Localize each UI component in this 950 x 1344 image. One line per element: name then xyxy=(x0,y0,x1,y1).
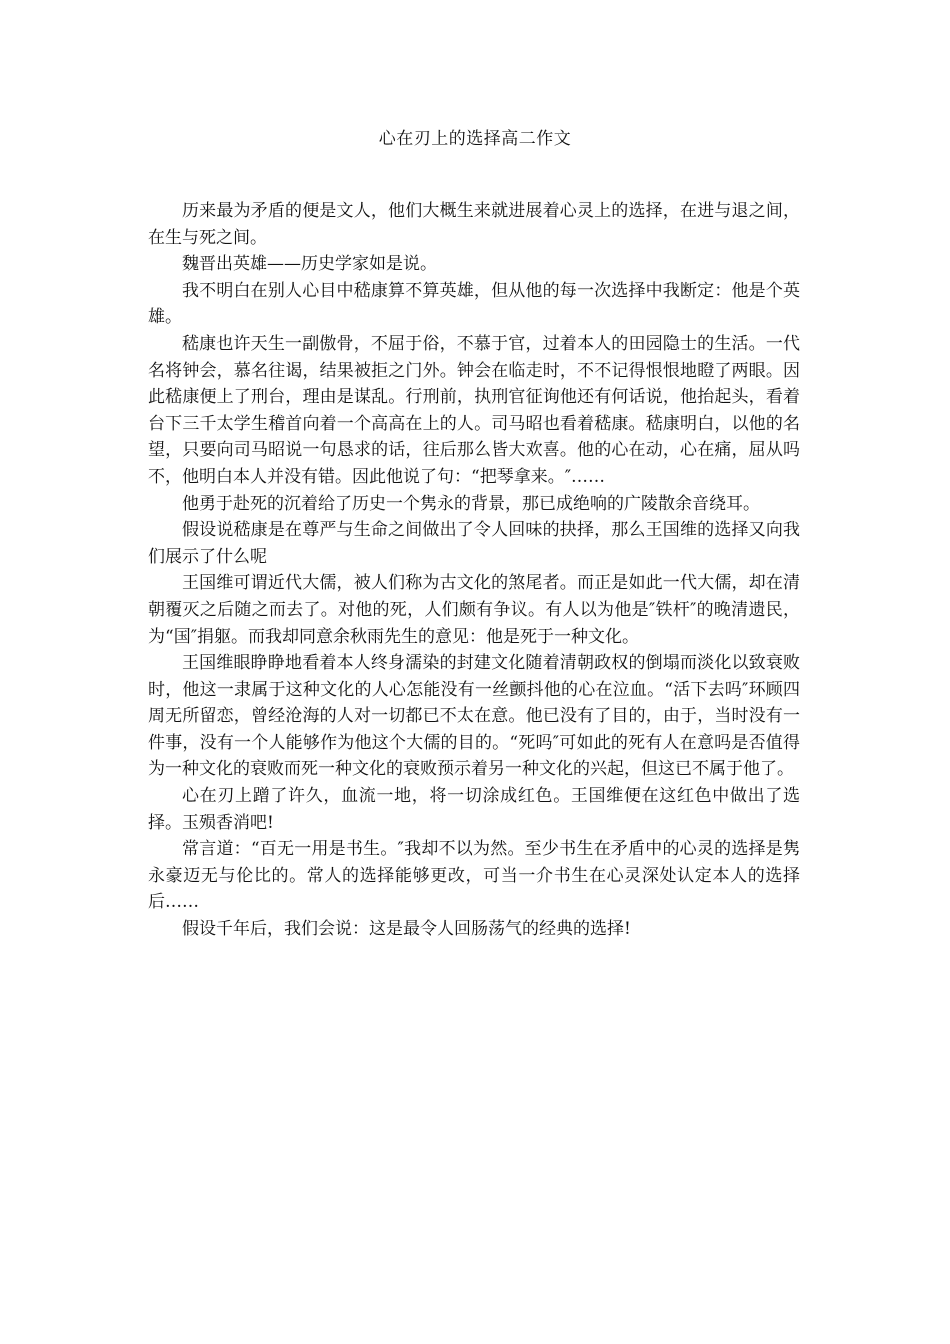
paragraph-4: 嵇康也许天生一副傲骨，不屈于俗，不慕于官，过着本人的田园隐士的生活。一代名将钟会，慕名往谒，结果被拒之门外。钟会在临走时，不不记得恨恨地瞪了两眼。因此嵇康便上了刑台，理由是谋乱。行刑前，执刑官征询他还有何话说，他抬起头，看着台下三千太学生稽首向着一个高高在上的人。司马昭也看着嵇康。嵇康明白，以他的名望，只要向司马昭说一句恳求的话，往后那么皆大欢喜。他的心在动，心在痛，屈从吗不，他明白本人并没有错。因此他说了句：“把琴拿来。″…… xyxy=(148,333,800,487)
paragraph-3: 我不明白在别人心目中嵇康算不算英雄，但从他的每一次选择中我断定：他是个英雄。 xyxy=(148,280,800,328)
document-title: 心在刃上的选择高二作文 xyxy=(378,129,572,149)
paragraph-2: 魏晋出英雄——历史学家如是说。 xyxy=(182,254,437,275)
paragraph-7: 王国维可谓近代大儒，被人们称为古文化的煞尾者。而正是如此一代大儒，却在清朝覆灭之后随之而去了。对他的死，人们颇有争议。有人以为他是″铁杆″的晚清遗民，为“国″捐躯。而我却同意余秋雨先生的意见：他是死于一种文化。 xyxy=(148,573,800,647)
paragraph-5: 他勇于赴死的沉着给了历史一个隽永的背景，那已成绝响的广陵散余音绕耳。 xyxy=(182,493,760,514)
paragraph-9: 心在刃上蹭了许久，血流一地，将一切涂成红色。王国维便在这红色中做出了选择。玉殒香消吧! xyxy=(148,786,800,833)
paragraph-8: 王国维眼睁睁地看着本人终身濡染的封建文化随着清朝政权的倒塌而淡化以致衰败时，他这一隶属于这种文化的人心怎能没有一丝颤抖他的心在泣血。“活下去吗″环顾四周无所留恋，曾经沧海的人对一切都已不太在意。他已没有了目的，由于，当时没有一件事，没有一个人能够作为他这个大儒的目的。“死吗″可如此的死有人在意吗是否值得为一种文化的衰败而死一种文化的衰败预示着另一种文化的兴起，但这已不属于他了。 xyxy=(148,653,800,780)
paragraph-6: 假设说嵇康是在尊严与生命之间做出了令人回味的抉择，那么王国维的选择又向我们展示了什么呢 xyxy=(148,520,800,567)
paragraph-11: 假设千年后，我们会说：这是最令人回肠荡气的经典的选择! xyxy=(182,919,631,940)
document-body xyxy=(148,198,800,943)
paragraph-1: 历来最为矛盾的便是文人，他们大概生来就进展着心灵上的选择，在进与退之间，在生与死之间。 xyxy=(148,201,800,248)
paragraph-10: 常言道：“百无一用是书生。″我却不以为然。至少书生在矛盾中的心灵的选择是隽永豪迈无与伦比的。常人的选择能够更改，可当一介书生在心灵深处认定本人的选择后…… xyxy=(148,839,800,913)
